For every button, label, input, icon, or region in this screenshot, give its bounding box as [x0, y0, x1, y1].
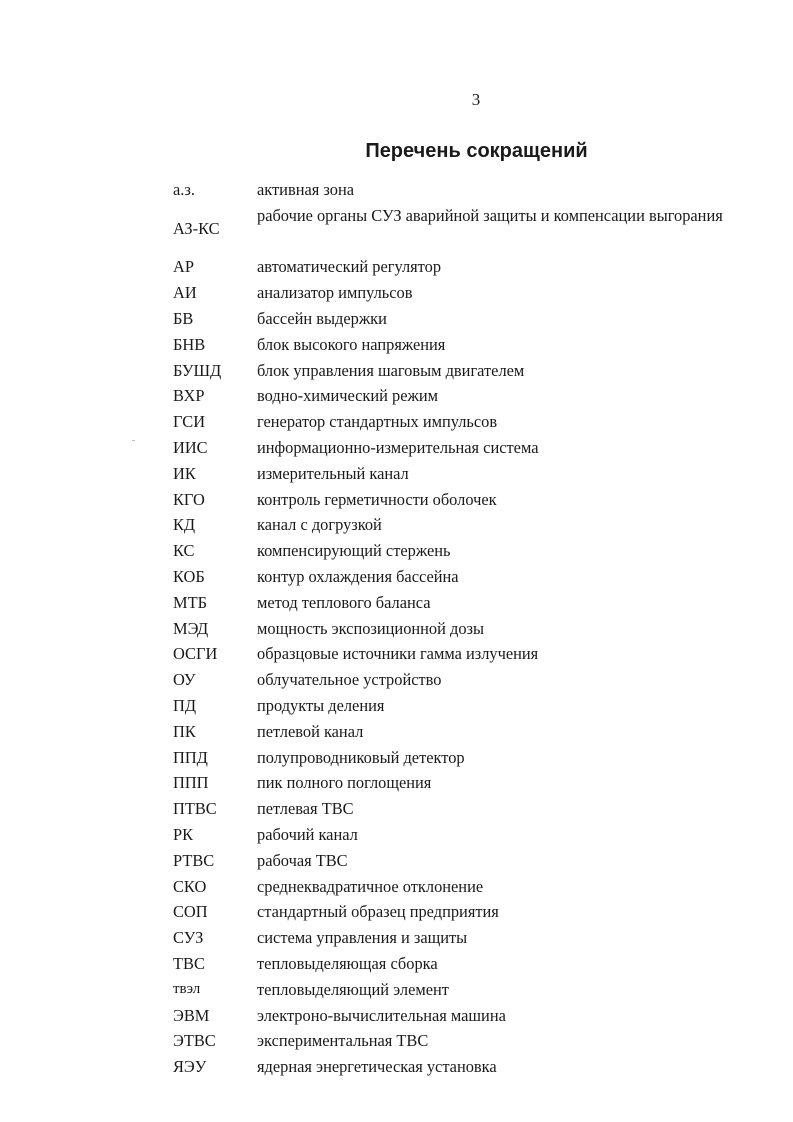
abbreviation-term: ИК [173, 463, 196, 483]
abbreviation-row [173, 796, 733, 822]
abbreviation-row [173, 899, 733, 925]
abbreviation-row [173, 667, 733, 693]
abbreviation-list [173, 177, 733, 1080]
abbreviation-term: БВ [173, 308, 194, 328]
abbreviation-definition: рабочие органы СУЗ аварийной защиты и компенсации выгорания [257, 205, 723, 225]
abbreviation-term: СКО [173, 876, 207, 896]
abbreviation-definition: образцовые источники гамма излучения [257, 644, 539, 664]
abbreviation-term: БНВ [173, 334, 206, 354]
abbreviation-term: ПК [173, 721, 196, 741]
abbreviation-row [173, 280, 733, 306]
abbreviation-row [173, 409, 733, 435]
abbreviation-definition: облучательное устройство [257, 670, 442, 690]
abbreviation-row [173, 487, 733, 513]
abbreviation-term: ППД [173, 747, 208, 767]
abbreviation-term: ЭВМ [173, 1005, 210, 1025]
abbreviation-term: СОП [173, 902, 208, 922]
abbreviation-row [173, 1054, 733, 1080]
abbreviation-row [173, 719, 733, 745]
abbreviation-definition: измерительный канал [257, 463, 409, 483]
abbreviation-row [173, 203, 733, 255]
abbreviation-term: ТВС [173, 953, 205, 973]
abbreviation-definition: пик полного поглощения [257, 773, 432, 793]
abbreviation-definition: ядерная энергетическая установка [257, 1057, 497, 1077]
abbreviation-row [173, 616, 733, 642]
abbreviation-definition: информационно-измерительная система [257, 437, 539, 457]
abbreviation-term: ППП [173, 773, 209, 793]
abbreviation-definition: блок высокого напряжения [257, 334, 446, 354]
abbreviation-row [173, 1028, 733, 1054]
abbreviation-term: а.з. [173, 180, 195, 199]
abbreviation-row [173, 435, 733, 461]
abbreviation-definition: активная зона [257, 180, 354, 199]
abbreviation-row [173, 177, 733, 203]
abbreviation-definition: генератор стандартных импульсов [257, 412, 498, 432]
abbreviation-definition: бассейн выдержки [257, 308, 387, 328]
abbreviation-row [173, 745, 733, 771]
abbreviation-row [173, 848, 733, 874]
abbreviation-row [173, 693, 733, 719]
abbreviation-definition: рабочий канал [257, 824, 358, 844]
abbreviation-term: КД [173, 515, 196, 535]
abbreviation-term: БУШД [173, 360, 222, 380]
abbreviation-definition: продукты деления [257, 695, 385, 715]
abbreviation-row [173, 925, 733, 951]
abbreviation-definition: метод теплового баланса [257, 592, 431, 612]
abbreviation-row [173, 332, 733, 358]
abbreviation-definition: контур охлаждения бассейна [257, 566, 459, 586]
abbreviation-row [173, 306, 733, 332]
abbreviation-term: ВХР [173, 386, 205, 406]
abbreviation-definition: тепловыделяющий элемент [257, 979, 449, 999]
abbreviation-term: АИ [173, 283, 197, 303]
abbreviation-term: ИИС [173, 437, 208, 457]
abbreviation-term: ОСГИ [173, 644, 218, 664]
abbreviation-term: СУЗ [173, 928, 204, 948]
abbreviation-row [173, 358, 733, 384]
abbreviation-row [173, 538, 733, 564]
abbreviation-definition: петлевой канал [257, 721, 364, 741]
abbreviation-definition: анализатор импульсов [257, 283, 413, 303]
abbreviation-row [173, 770, 733, 796]
page-title: Перечень сокращений [365, 140, 588, 162]
abbreviation-row [173, 254, 733, 280]
abbreviation-term: твэл [173, 980, 201, 997]
abbreviation-row [173, 590, 733, 616]
abbreviation-definition: канал с догрузкой [257, 515, 382, 535]
abbreviation-term: РТВС [173, 850, 215, 870]
abbreviation-term: ПТВС [173, 799, 217, 819]
abbreviation-row [173, 383, 733, 409]
abbreviation-definition: экспериментальная ТВС [257, 1031, 429, 1051]
abbreviation-definition: компенсирующий стержень [257, 541, 451, 561]
abbreviation-definition: рабочая ТВС [257, 850, 348, 870]
abbreviation-definition: петлевая ТВС [257, 799, 354, 819]
abbreviation-term: КГО [173, 489, 205, 509]
abbreviation-definition: полупроводниковый детектор [257, 747, 465, 767]
abbreviation-row [173, 512, 733, 538]
abbreviation-term: АР [173, 257, 194, 277]
scan-artifact [132, 440, 135, 441]
abbreviation-definition: мощность экспозиционной дозы [257, 618, 485, 638]
abbreviation-definition: электроно-вычислительная машина [257, 1005, 506, 1025]
abbreviation-term: РК [173, 824, 194, 844]
abbreviation-term: КОБ [173, 566, 205, 586]
abbreviation-term: МЭД [173, 618, 209, 638]
abbreviation-row [173, 822, 733, 848]
abbreviation-term: ПД [173, 695, 197, 715]
abbreviation-row [173, 461, 733, 487]
abbreviation-term: КС [173, 541, 195, 561]
abbreviation-row [173, 874, 733, 900]
abbreviation-term: АЗ-КС [173, 218, 220, 238]
abbreviation-row [173, 951, 733, 977]
abbreviation-term: МТБ [173, 592, 207, 612]
abbreviation-term: ОУ [173, 670, 196, 690]
abbreviation-definition: система управления и защиты [257, 928, 468, 948]
abbreviation-definition: водно-химический режим [257, 386, 438, 406]
abbreviation-definition: блок управления шаговым двигателем [257, 360, 525, 380]
abbreviation-row [173, 564, 733, 590]
abbreviation-term: ЯЭУ [173, 1057, 207, 1077]
abbreviation-row [173, 1003, 733, 1029]
abbreviation-row [173, 977, 733, 1003]
abbreviation-term: ГСИ [173, 412, 206, 432]
abbreviation-definition: контроль герметичности оболочек [257, 489, 497, 509]
abbreviation-definition: среднеквадратичное отклонение [257, 876, 484, 896]
abbreviation-definition: стандартный образец предприятия [257, 902, 499, 922]
abbreviation-definition: автоматический регулятор [257, 257, 442, 277]
page-number: 3 [471, 90, 481, 109]
abbreviation-definition: тепловыделяющая сборка [257, 953, 438, 973]
abbreviation-row [173, 641, 733, 667]
abbreviation-term: ЭТВС [173, 1031, 216, 1051]
